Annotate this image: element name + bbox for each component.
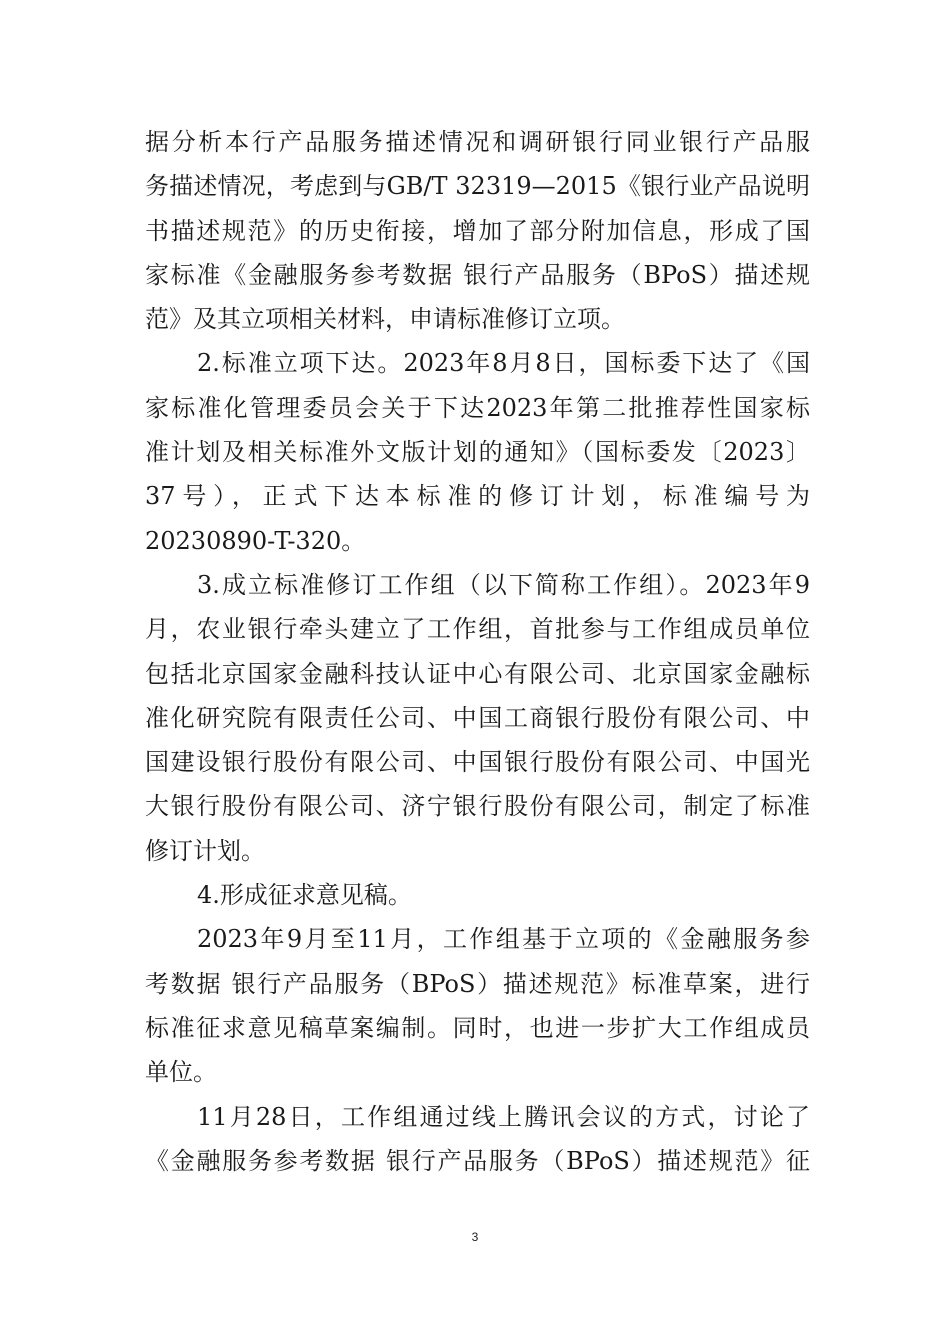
text-line: 修订计划。 [145, 836, 265, 865]
text-line: 单位。 [145, 1058, 217, 1087]
text-line: 书描述规范》的历史衔接，增加了部分附加信息，形成了国 [145, 216, 810, 245]
text-line: 务描述情况，考虑到与GB/T 32319—2015《银行业产品说明 [145, 172, 810, 201]
text-line: 家标准化管理委员会关于下达2023年第二批推荐性国家标 [145, 393, 810, 422]
text-line: 大银行股份有限公司、济宁银行股份有限公司，制定了标准 [145, 792, 810, 821]
text-line: 4.形成征求意见稿。 [197, 881, 412, 910]
text-line: 11月28日，工作组通过线上腾讯会议的方式，讨论了 [197, 1102, 810, 1131]
text-line: 37号），正式下达本标准的修订计划，标准编号为 [145, 482, 810, 511]
text-line: 据分析本行产品服务描述情况和调研银行同业银行产品服 [145, 128, 810, 156]
text-line: 2023年9月至11月，工作组基于立项的《金融服务参 [197, 925, 810, 954]
page-number: 3 [471, 1230, 479, 1244]
body-text [145, 120, 810, 1183]
text-line: 20230890-T-320。 [145, 526, 366, 555]
text-line: 3.成立标准修订工作组（以下简称工作组）。2023年9 [197, 570, 810, 599]
text-line: 标准征求意见稿草案编制。同时，也进一步扩大工作组成员 [145, 1013, 810, 1042]
text-line: 家标准《金融服务参考数据 银行产品服务（BPoS）描述规 [145, 260, 810, 289]
text-line: 范》及其立项相关材料，申请标准修订立项。 [145, 305, 625, 334]
text-line: 月，农业银行牵头建立了工作组，首批参与工作组成员单位 [145, 615, 810, 644]
text-line: 2.标准立项下达。2023年8月8日，国标委下达了《国 [197, 349, 810, 378]
text-line: 准化研究院有限责任公司、中国工商银行股份有限公司、中 [145, 703, 810, 732]
text-line: 国建设银行股份有限公司、中国银行股份有限公司、中国光 [145, 748, 810, 777]
text-line: 《金融服务参考数据 银行产品服务（BPoS）描述规范》征 [145, 1146, 810, 1175]
text-line: 考数据 银行产品服务（BPoS）描述规范》标准草案，进行 [145, 969, 810, 998]
text-line: 包括北京国家金融科技认证中心有限公司、北京国家金融标 [145, 659, 810, 688]
text-line: 准计划及相关标准外文版计划的通知》（国标委发〔2023〕 [145, 438, 810, 467]
